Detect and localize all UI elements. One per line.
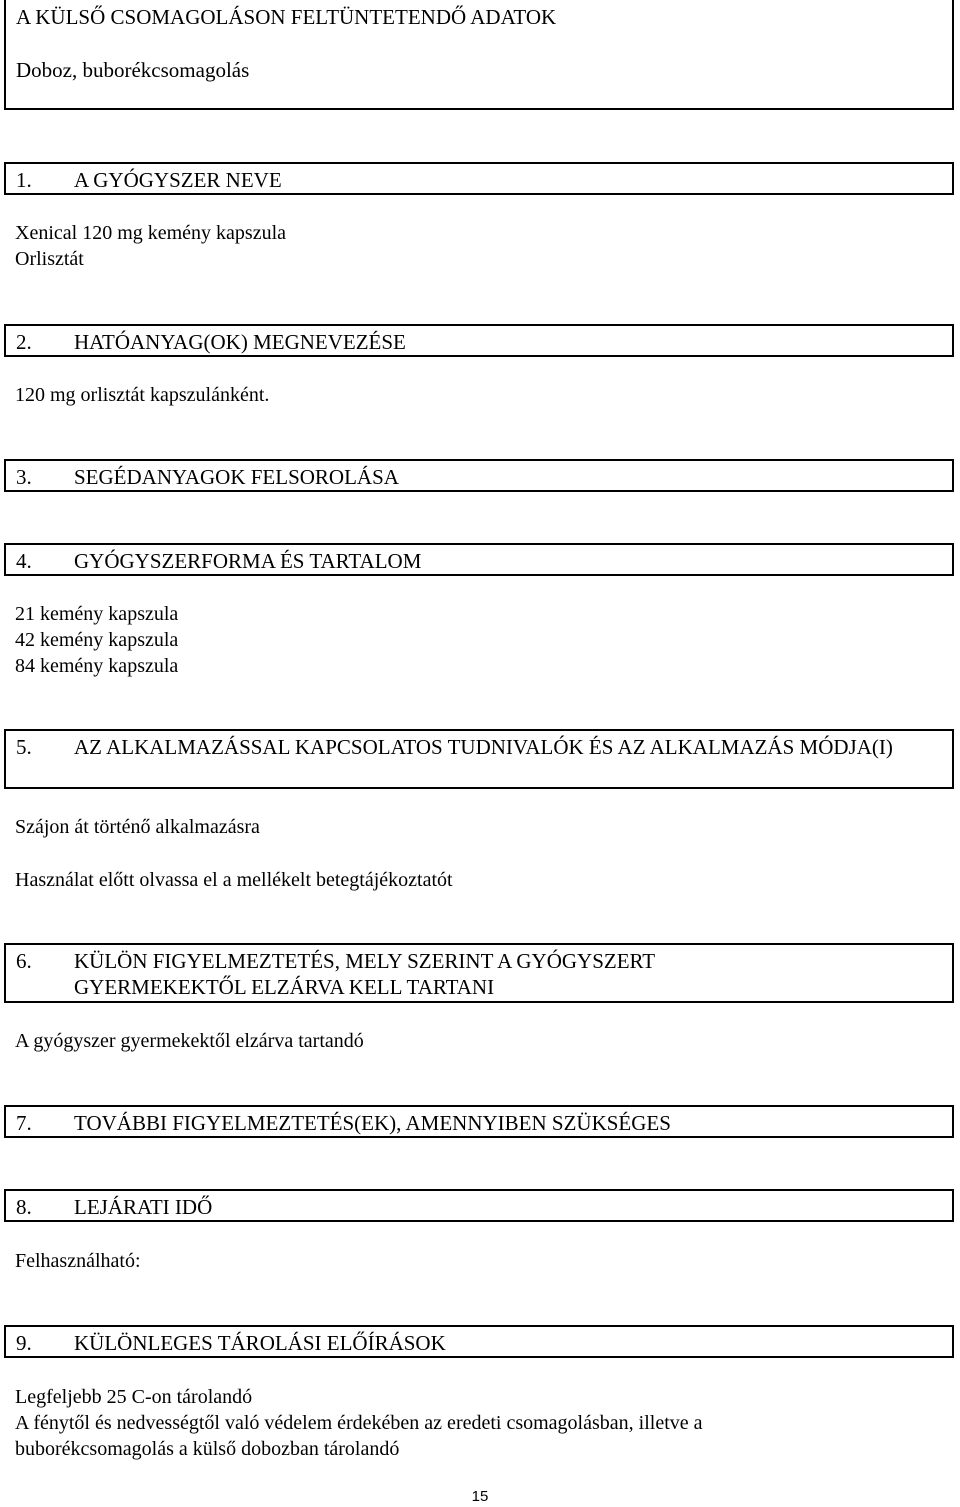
section-number: 6. — [16, 949, 32, 973]
header-subtitle: Doboz, buborékcsomagolás — [16, 58, 250, 82]
section-5-line-1: Szájon át történő alkalmazásra — [15, 816, 260, 838]
section-1-line-2: Orlisztát — [15, 248, 84, 270]
section-5-header — [4, 729, 954, 789]
section-4-line-1: 21 kemény kapszula — [15, 603, 179, 625]
section-4-line-3: 84 kemény kapszula — [15, 655, 179, 677]
section-2-line-1: 120 mg orlisztát kapszulánként. — [15, 384, 270, 406]
section-title: GYÓGYSZERFORMA ÉS TARTALOM — [74, 549, 422, 573]
section-6-line-1: A gyógyszer gyermekektől elzárva tartandó — [15, 1030, 364, 1052]
page-number: 15 — [471, 1488, 489, 1505]
section-title: TOVÁBBI FIGYELMEZTETÉS(EK), AMENNYIBEN SZÜKSÉGES — [74, 1111, 671, 1135]
section-title: SEGÉDANYAGOK FELSOROLÁSA — [74, 465, 399, 489]
section-number: 9. — [16, 1331, 32, 1355]
section-number: 2. — [16, 330, 32, 354]
section-number: 8. — [16, 1195, 32, 1219]
section-number: 1. — [16, 168, 32, 192]
section-number: 3. — [16, 465, 32, 489]
section-8-header — [4, 1189, 954, 1222]
section-9-line-2: A fénytől és nedvességtől való védelem érdekében az eredeti csomagolásban, illetve a — [15, 1412, 703, 1434]
section-title: AZ ALKALMAZÁSSAL KAPCSOLATOS TUDNIVALÓK ÉS AZ ALKALMAZÁS MÓDJA(I) — [74, 735, 893, 759]
section-9-line-1: Legfeljebb 25 C-on tárolandó — [15, 1386, 253, 1408]
section-number: 7. — [16, 1111, 32, 1135]
section-title: KÜLÖNLEGES TÁROLÁSI ELŐÍRÁSOK — [74, 1331, 446, 1355]
section-title: HATÓANYAG(OK) MEGNEVEZÉSE — [74, 330, 406, 354]
section-4-line-2: 42 kemény kapszula — [15, 629, 179, 651]
section-6-header — [4, 943, 954, 1003]
section-1-header — [4, 162, 954, 195]
section-title: A GYÓGYSZER NEVE — [74, 168, 282, 192]
section-title: LEJÁRATI IDŐ — [74, 1195, 213, 1219]
section-9-line-3: buborékcsomagolás a külső dobozban tárolandó — [15, 1438, 400, 1460]
section-2-header — [4, 324, 954, 357]
section-5-line-2: Használat előtt olvassa el a mellékelt betegtájékoztatót — [15, 869, 453, 891]
section-number: 4. — [16, 549, 32, 573]
section-9-header — [4, 1325, 954, 1358]
section-8-line-1: Felhasználható: — [15, 1250, 141, 1272]
section-4-header — [4, 543, 954, 576]
header-box — [4, 0, 954, 110]
section-3-header — [4, 459, 954, 492]
header-title: A KÜLSŐ CSOMAGOLÁSON FELTÜNTETENDŐ ADATOK — [16, 5, 557, 29]
section-1-line-1: Xenical 120 mg kemény kapszula — [15, 222, 287, 244]
section-7-header — [4, 1105, 954, 1138]
section-title: KÜLÖN FIGYELMEZTETÉS, MELY SZERINT A GYÓGYSZERT GYERMEKEKTŐL ELZÁRVA KELL TARTANI — [74, 949, 655, 999]
section-number: 5. — [16, 735, 32, 759]
